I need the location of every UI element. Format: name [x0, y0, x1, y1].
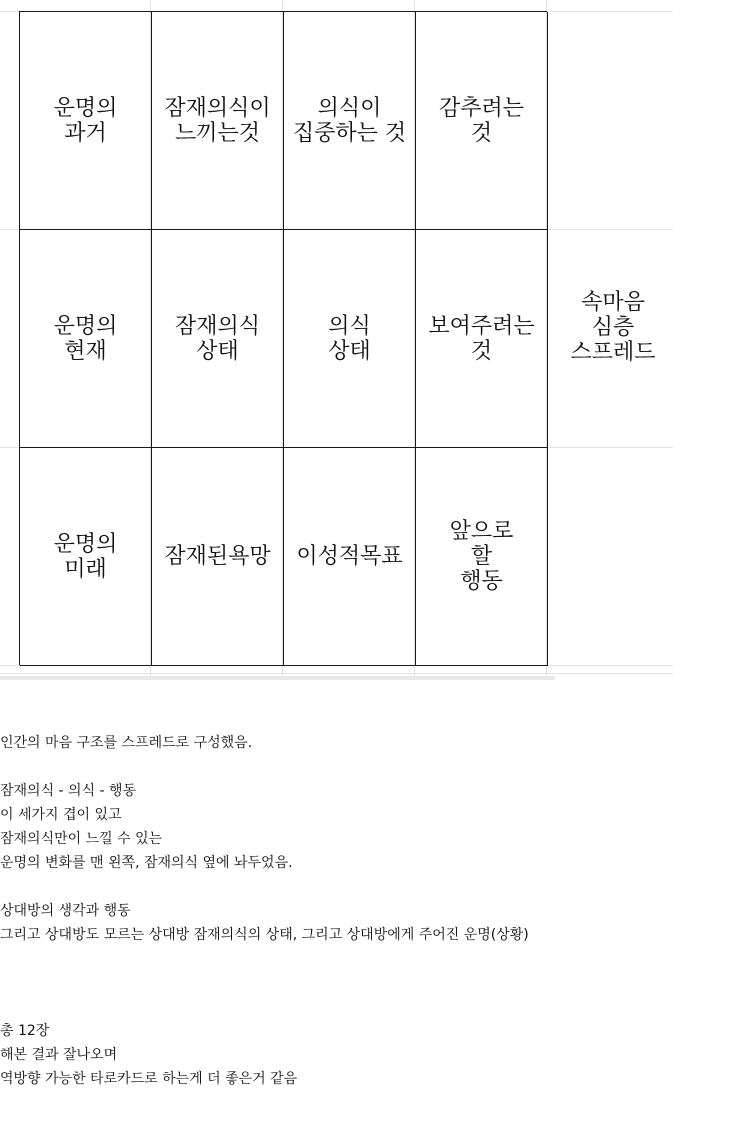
spread-cell: 감추려는 것 [416, 12, 548, 230]
spread-cell: 잠재의식이 느끼는것 [152, 12, 284, 230]
note-line: 상대방의 생각과 행동 [0, 903, 131, 919]
note-line: 해본 결과 잘나오며 [0, 1047, 118, 1063]
spread-cell: 의식 상태 [284, 230, 416, 448]
spread-cell: 의식이 집중하는 것 [284, 12, 416, 230]
spread-cell: 운명의 미래 [20, 448, 152, 666]
note-line: 잠재의식만이 느낄 수 있는 [0, 831, 163, 847]
spread-cell: 이성적목표 [284, 448, 416, 666]
note-line: 잠재의식 - 의식 - 행동 [0, 783, 137, 799]
note-line: 그리고 상대방도 모르는 상대방 잠재의식의 상태, 그리고 상대방에게 주어진 운명(상황) [0, 927, 529, 943]
spread-cell: 보여주려는 것 [416, 230, 548, 448]
spread-cell: 운명의 과거 [20, 12, 152, 230]
note-line: 역방향 가능한 타로카드로 하는게 더 좋은거 같음 [0, 1071, 298, 1087]
note-line: 총 12장 [0, 1023, 50, 1039]
notes-body [0, 731, 740, 1091]
spread-cell: 운명의 현재 [20, 230, 152, 448]
spread-table [19, 11, 547, 665]
gridline [0, 673, 673, 674]
note-intro: 인간의 마음 구조를 스프레드로 구성했음. [0, 735, 253, 751]
divider [0, 676, 555, 680]
spread-cell: 잠재된욕망 [152, 448, 284, 666]
spread-cell: 잠재의식 상태 [152, 230, 284, 448]
note-line: 운명의 변화를 맨 왼쪽, 잠재의식 옆에 놔두었음. [0, 855, 293, 871]
note-line: 이 세가지 겹이 있고 [0, 807, 122, 823]
spread-title: 속마음 심층 스프레드 [570, 290, 656, 365]
spread-cell: 앞으로 할 행동 [416, 448, 548, 666]
